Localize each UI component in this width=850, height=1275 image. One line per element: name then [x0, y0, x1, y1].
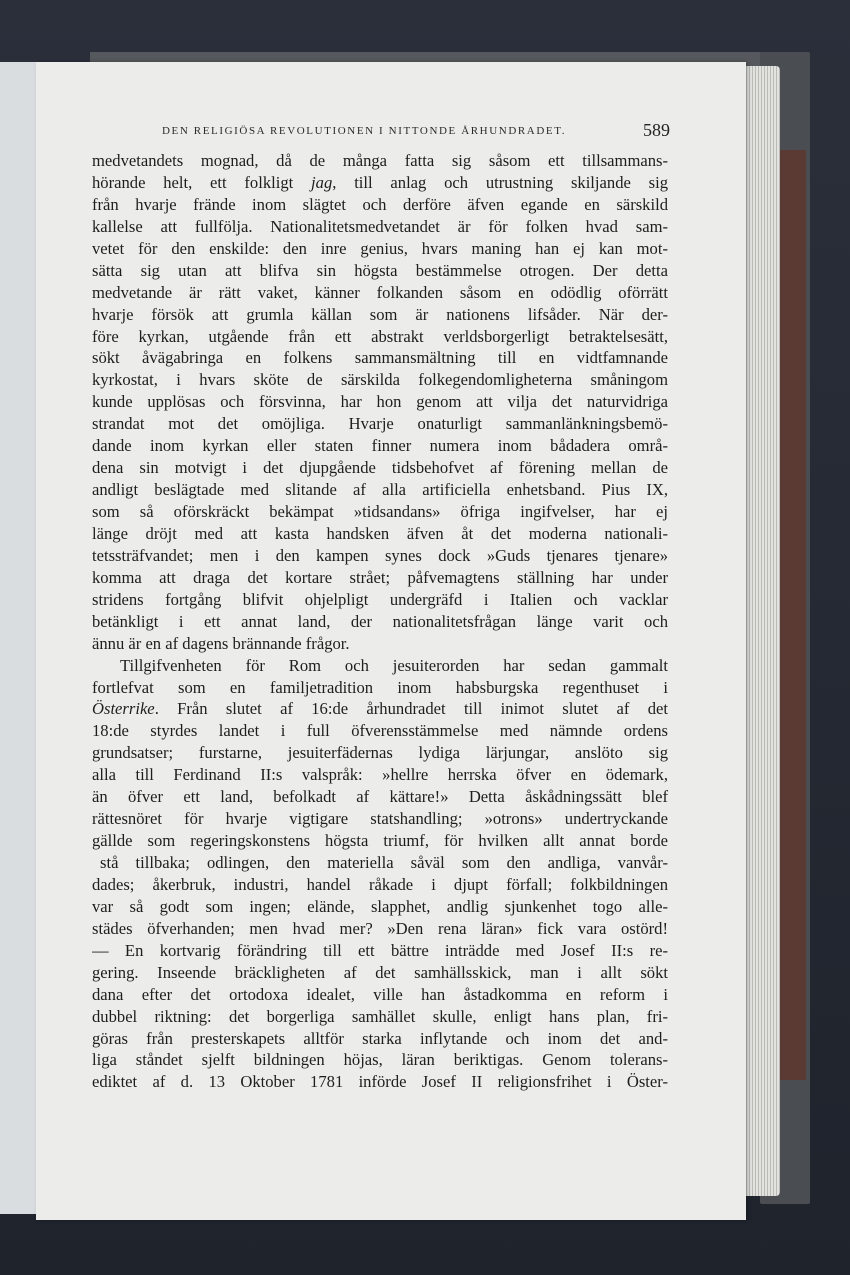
text-line: [92, 633, 668, 655]
text-line-content: före kyrkan, utgående från ett abstrakt verldsborgerligt betraktelsesätt,: [92, 326, 668, 346]
text-line: [92, 523, 668, 545]
text-line: [92, 567, 668, 589]
text-line: [92, 369, 668, 391]
text-line: [92, 304, 668, 326]
book-spine: [780, 150, 806, 1080]
text-line-content: stridens fortgång blifvit ohjelpligt undergräfd i Italien och vacklar: [92, 589, 668, 609]
text-line: [92, 172, 668, 194]
text-line-content: dena sin motvigt i det djupgående tidsbehofvet af förening mellan de: [92, 458, 668, 478]
text-line-content: tetssträfvandet; men i den kampen synes dock »Guds tjenares tjenare»: [92, 545, 668, 565]
text-line: [92, 830, 668, 852]
text-line-content: stå tillbaka; odlingen, den materiella såväl som den andliga, vanvår-: [100, 853, 668, 872]
text-line: [92, 786, 668, 808]
text-line: [92, 413, 668, 435]
text-line: [92, 896, 668, 918]
running-title: DEN RELIGIÖSA REVOLUTIONEN I NITTONDE ÅRHUNDRADET.: [162, 125, 567, 137]
text-line-content: betänkligt i ett annat land, der nationalitetsfrågan länge varit och: [92, 611, 668, 631]
text-line-content: gering. Inseende bräckligheten af det samhällsskick, man i allt sökt: [92, 962, 668, 982]
text-line-content: sätta sig utan att blifva sin högsta bestämmelse otrogen. Der detta: [92, 260, 668, 280]
text-line: [92, 962, 668, 984]
text-line-content: dande inom kyrkan eller staten finner numera inom bådadera områ-: [92, 436, 668, 456]
text-line-content: kunde upplösas och försvinna, har hon genom att vilja det naturvidriga: [92, 392, 668, 412]
text-line: [92, 611, 668, 633]
text-line-content: från hvarje frände inom slägtet och derföre äfven egande en särskild: [92, 194, 668, 214]
text-line: [92, 435, 668, 457]
text-line-content: 18:de styrdes landet i full öfverensstämmelse med nämnde ordens: [92, 721, 668, 741]
text-line-content: var så godt som ingen; elände, slapphet, andlig sjunkenhet togo alle-: [92, 896, 668, 916]
text-line: [92, 589, 668, 611]
text-line-content: städes öfverhanden; men hvad mer? »Den rena läran» fick vara ostörd!: [92, 918, 668, 938]
text-line: [92, 545, 668, 567]
text-line: [92, 238, 668, 260]
text-line: [92, 852, 668, 874]
text-line: [92, 742, 668, 764]
text-line: [92, 984, 668, 1006]
text-line-content: ediktet af d. 13 Oktober 1781 införde Josef II religionsfrihet i Öster-: [92, 1072, 668, 1092]
text-line-content: kallelse att fullfölja. Nationalitetsmedvetandet är för folken hvad sam-: [92, 216, 668, 236]
text-line-content: dubbel riktning: det borgerliga samhället skulle, enligt hans plan, fri-: [92, 1006, 668, 1026]
text-line-content: gällde som regeringskonstens högsta triumf, för hvilken allt annat borde: [92, 831, 668, 851]
text-line: [92, 391, 668, 413]
text-line: [92, 479, 668, 501]
text-line-content: länge dröjt med att kasta handsken äfven åt det moderna nationali-: [92, 523, 668, 543]
text-line-content: som så oförskräckt bekämpat »tidsandans» öfriga ingifvelser, har ej: [92, 502, 668, 521]
text-line-content: dana efter det ortodoxa idealet, ville han åstadkomma en reform i: [92, 984, 668, 1004]
text-line: [92, 150, 668, 172]
text-line: [92, 1049, 668, 1071]
text-line: [92, 260, 668, 282]
text-line-content: strandat mot det omöjliga. Hvarje onaturligt sammanlänkningsbemö-: [92, 414, 668, 434]
text-line: [92, 764, 668, 786]
text-line-content: än öfver ett land, befolkadt af kättare!» Detta åskådningssätt blef: [92, 787, 668, 807]
text-line-content: Österrike. Från slutet af 16:de århundradet till inimot slutet af det: [92, 699, 668, 719]
text-line-content: sökt åvägabringa en folkens sammansmältning till en vidtfamnande: [92, 348, 668, 368]
text-line-content: dades; åkerbruk, industri, handel råkade i djupt förfall; folkbildningen: [92, 874, 668, 894]
text-line: [92, 194, 668, 216]
text-line: [92, 720, 668, 742]
text-line: [92, 677, 668, 699]
text-line-content: medvetandets mognad, då de många fatta sig såsom ett tillsammans-: [92, 151, 668, 170]
text-line-content: komma att draga det kortare strået; påfvemagtens ställning har under: [92, 567, 668, 587]
text-line-content: göras från presterskapets alltför starka inflytande och inom det and-: [92, 1028, 668, 1048]
text-line: [92, 326, 668, 348]
facing-page-edge: [0, 62, 39, 1214]
text-line: [92, 940, 668, 962]
text-line-content: grundsatser; furstarne, jesuiterfädernas lydiga lärjungar, anslöto sig: [92, 743, 668, 763]
text-line-content: medvetande är rätt vaket, känner folkanden såsom en odödlig oförrätt: [92, 282, 668, 302]
text-line-content: andligt beslägtade med slitande af alla artificiella enhetsband. Pius IX,: [92, 480, 668, 500]
text-line-content: fortlefvat som en familjetradition inom habsburgska regenthuset i: [92, 677, 668, 697]
text-line-content: — En kortvarig förändring till ett bättre inträdde med Josef II:s re-: [92, 940, 668, 960]
text-line: [92, 216, 668, 238]
text-line-content: liga ståndet sjelft bildningen höjas, läran beriktigas. Genom tolerans-: [92, 1050, 668, 1070]
text-line-content: kyrkostat, i hvars sköte de särskilda folkegendomligheterna småningom: [92, 370, 668, 390]
text-line-content: alla till Ferdinand II:s valspråk: »hellre herrska öfver en ödemark,: [92, 765, 668, 785]
running-head: [92, 120, 670, 144]
text-line: [92, 698, 668, 720]
text-line: [92, 808, 668, 830]
text-line: [92, 655, 668, 677]
text-line: [92, 501, 668, 523]
text-line: [92, 1006, 668, 1028]
body-text: [92, 150, 668, 1093]
text-line: [92, 918, 668, 940]
page-number: 589: [643, 120, 670, 140]
text-line: [92, 347, 668, 369]
text-line: [92, 1071, 668, 1093]
text-line: [92, 874, 668, 896]
text-line: [92, 1028, 668, 1050]
text-line-content: hvarje försök att grumla källan som är nationens lifsåder. När der-: [92, 304, 668, 324]
text-line-content: hörande helt, ett folkligt jag, till anlag och utrustning skiljande sig: [92, 172, 668, 192]
text-line-content: ännu är en af dagens brännande frågor.: [92, 633, 350, 653]
text-line-content: Tillgifvenheten för Rom och jesuiterorden har sedan gammalt: [120, 655, 668, 675]
text-line: [92, 282, 668, 304]
text-line-content: rättesnöret för hvarje vigtigare statshandling; »otrons» undertryckande: [92, 809, 668, 829]
text-line-content: vetet för den enskilde: den inre genius, hvars maning han ej kan mot-: [92, 238, 668, 258]
text-line: [92, 457, 668, 479]
